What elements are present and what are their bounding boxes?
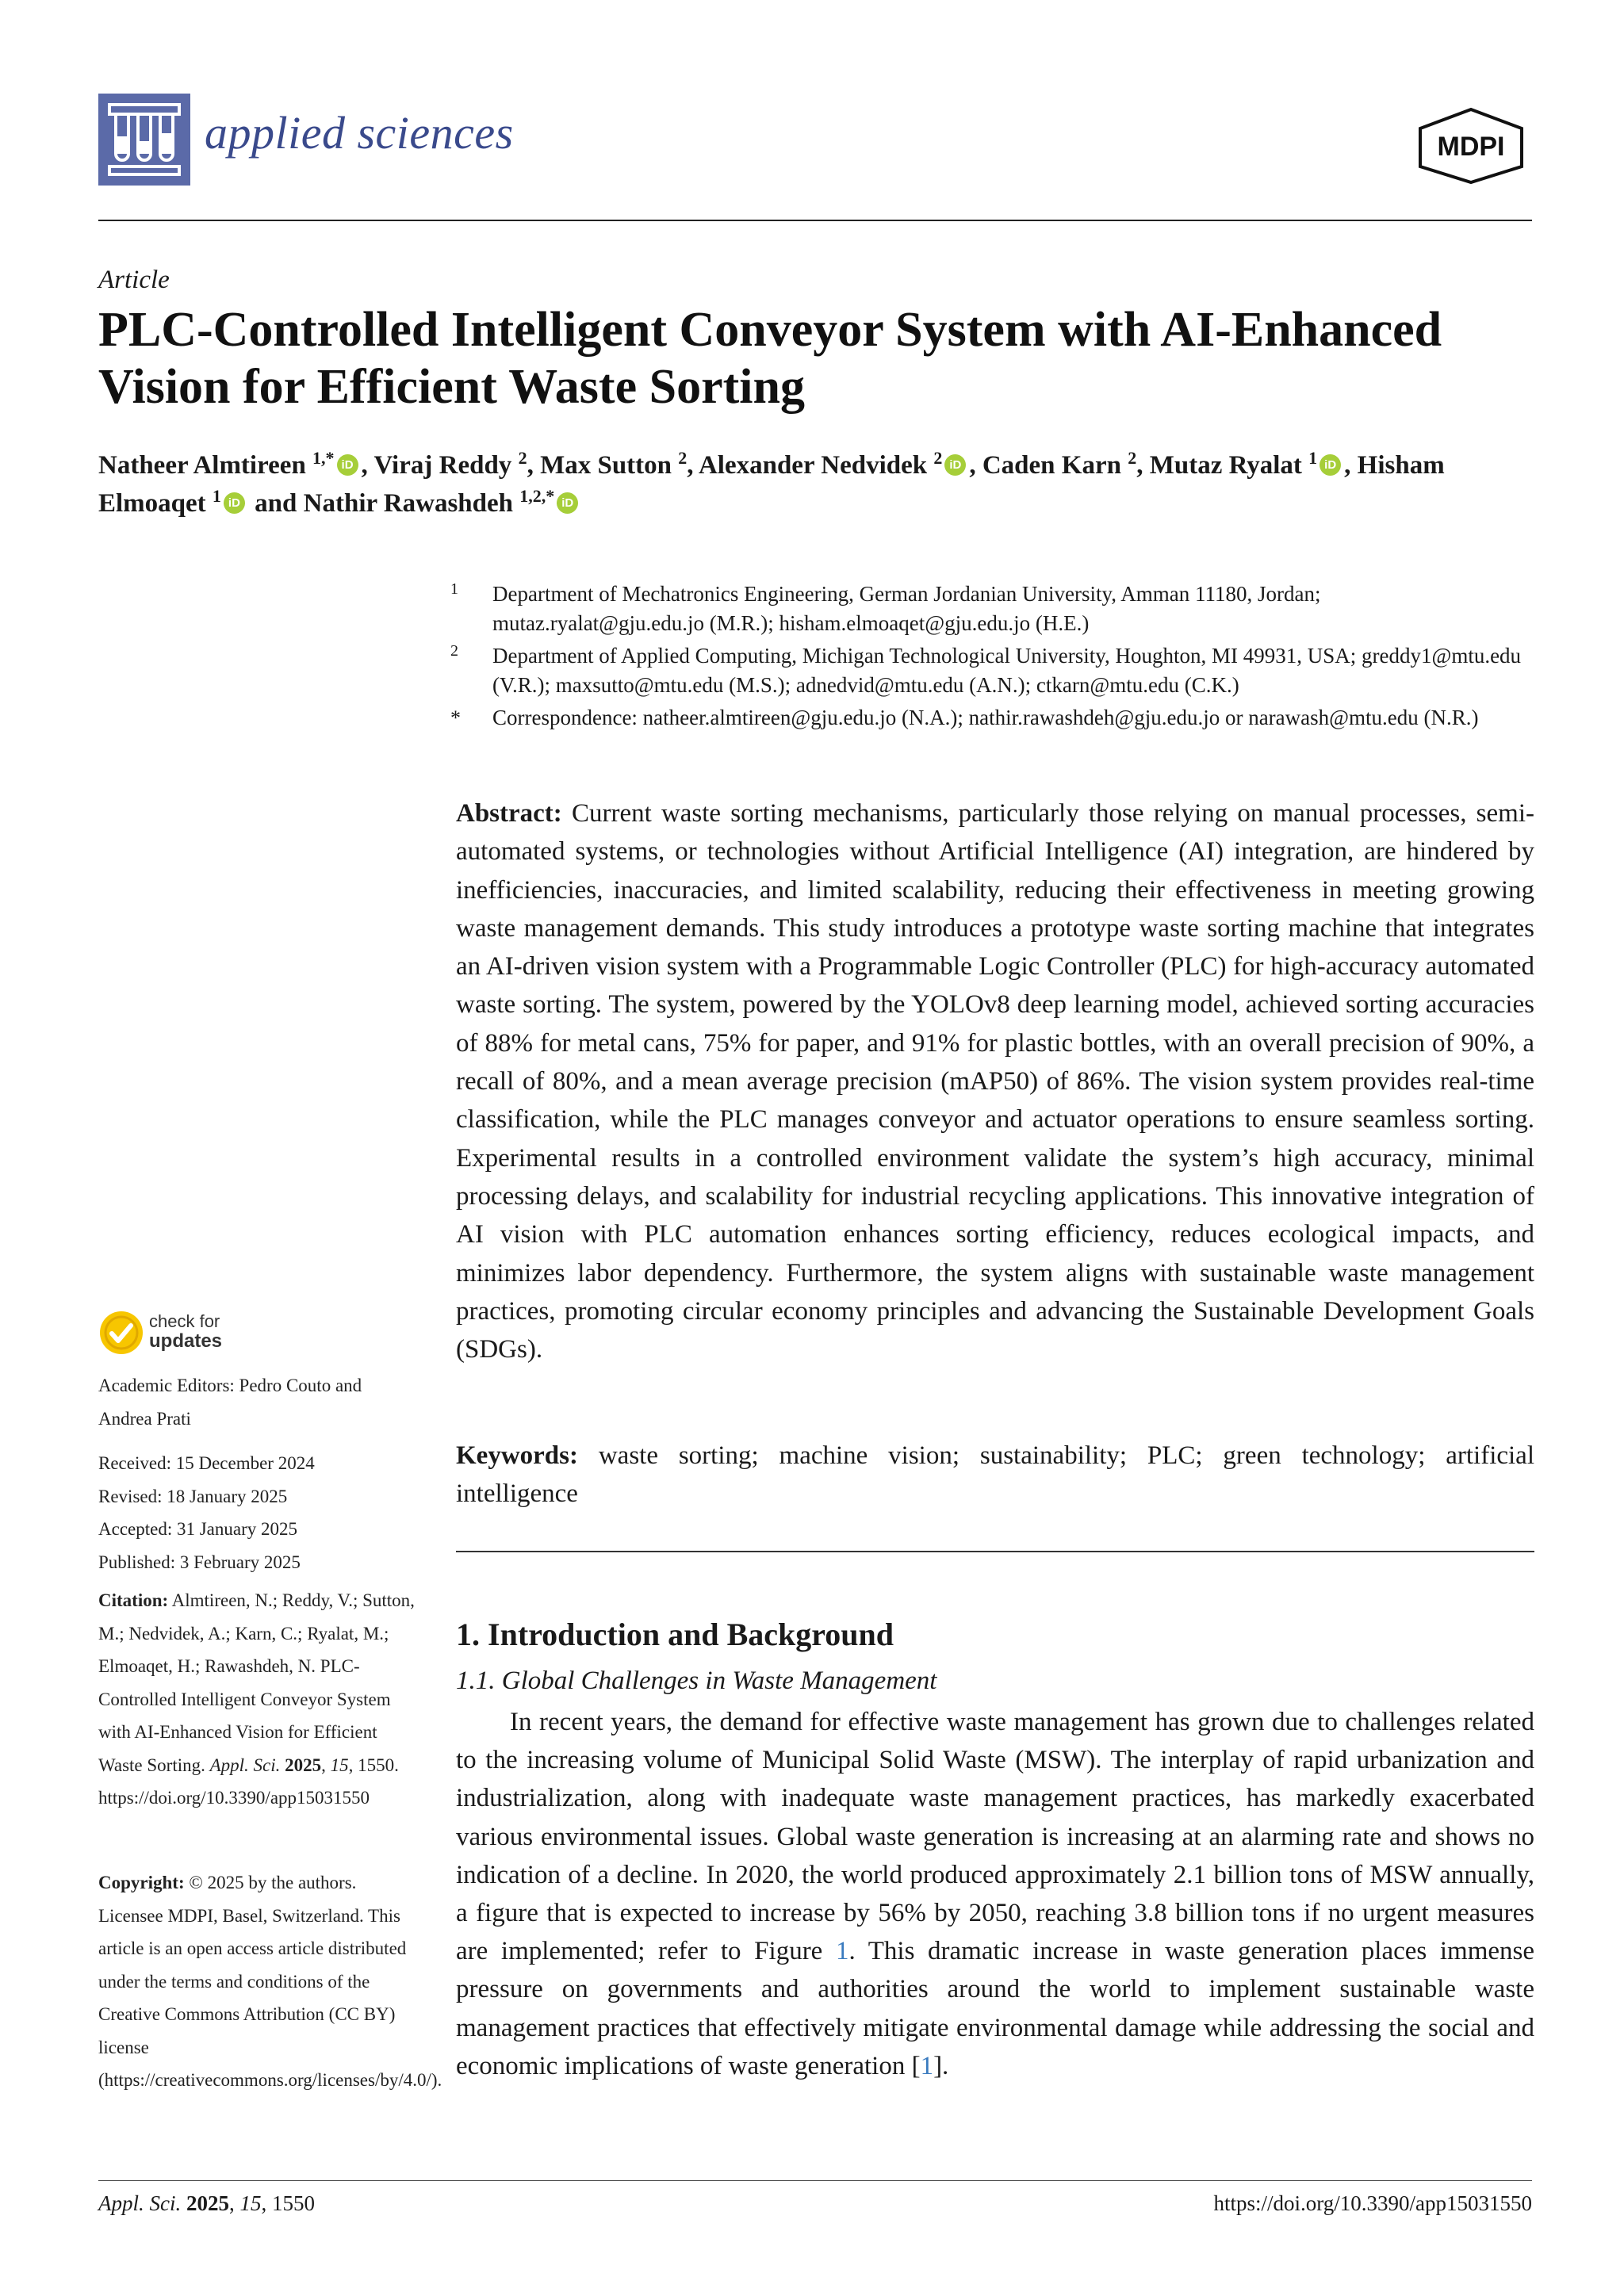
affiliation-mark: 2 xyxy=(450,642,458,660)
orcid-icon[interactable]: iD xyxy=(557,492,578,514)
citation-ref-link[interactable]: 1 xyxy=(920,2051,934,2080)
check-for-updates-button[interactable] xyxy=(98,1310,289,1360)
orcid-icon[interactable]: iD xyxy=(1320,454,1341,476)
footer-article-number: , 1550 xyxy=(261,2191,315,2215)
copyright-block xyxy=(98,1866,442,2097)
citation-volume: 15 xyxy=(330,1755,349,1775)
citation-journal: Appl. Sci. xyxy=(209,1755,281,1775)
author-separator: , xyxy=(687,451,699,480)
citation-label: Citation: xyxy=(98,1590,169,1610)
author-affiliation-sup: 2 xyxy=(1128,448,1137,468)
footer-doi-link[interactable]: https://doi.org/10.3390/app15031550 xyxy=(1213,2191,1532,2215)
section-divider xyxy=(456,1551,1534,1552)
copyright-label: Copyright: xyxy=(98,1873,185,1892)
check-updates-text xyxy=(149,1311,222,1351)
article-type: Article xyxy=(98,266,170,294)
orcid-icon[interactable]: iD xyxy=(337,454,358,476)
affiliation-1 xyxy=(450,580,1537,638)
author-name: Alexander Nedvidek xyxy=(698,451,928,480)
footer-volume: 15 xyxy=(239,2191,262,2215)
journal-name: applied sciences xyxy=(205,107,514,159)
affiliation-text: Department of Mechatronics Engineering, German Jordanian University, Amman 11180, Jordan; mutaz.ryalat@gju.edu.jo (M.R.); hisham.elmoaqet@gju.edu.jo (H.E.) xyxy=(492,582,1321,635)
affiliation-mark: 1 xyxy=(450,580,458,598)
copyright-text: © 2025 by the authors. Licensee MDPI, Basel, Switzerland. This article is an open access article distributed under the terms and conditions of the Creative Commons Attribution (CC BY) license (https://creativecommons.org/licenses/by/4.0/). xyxy=(98,1873,442,2090)
subsection-heading: 1.1. Global Challenges in Waste Management xyxy=(456,1667,937,1695)
author-name: Viraj Reddy xyxy=(373,451,512,480)
author-separator: , xyxy=(361,451,374,480)
abstract-text: Current waste sorting mechanisms, particularly those relying on manual processes, semi-automated systems, or technologies without Artificial Intelligence (AI) integration, are hindered by inefficiencies, inaccuracies, and limited scalability, reducing their effectiveness in meeting growing waste management demands. This study introduces a prototype waste sorting machine that integrates an AI-driven vision system with a Programmable Logic Controller (PLC) for high-accuracy automated waste sorting. The system, powered by the YOLOv8 deep learning model, achieved sorting accuracies of 88% for metal cans, 75% for paper, and 91% for plastic bottles, with an overall precision of 90%, a recall of 80%, and a mean average precision (mAP50) of 86%. The vision system provides real-time classification, while the PLC manages conveyor and actuator operations to ensure seamless sorting. Experimental results in a controlled environment validate the system’s high accuracy, minimal processing delays, and scalability for industrial recycling applications. This innovative integration of AI vision with PLC automation enhances sorting efficiency, reduces ecological impacts, and minimizes labor dependency. Furthermore, the system aligns with sustainable waste management practices, promoting circular economy principles and advancing the Sustainable Development Goals (SDGs). xyxy=(456,799,1534,1364)
check-updates-line1: check for xyxy=(149,1311,220,1331)
affiliations xyxy=(450,580,1537,736)
footer-year: 2025 xyxy=(186,2191,229,2215)
orcid-icon[interactable]: iD xyxy=(224,492,245,514)
author-name: Caden Karn xyxy=(982,451,1121,480)
author-affiliation-sup: 1,2,* xyxy=(519,486,555,506)
author-name: Nathir Rawashdeh xyxy=(303,489,513,518)
citation-block: Citation: Almtireen, N.; Reddy, V.; Sutton, M.; Nedvidek, A.; Karn, C.; Ryalat, M.; Elmoaqet, H.; Rawashdeh, N. PLC-Controlled Intelligent Conveyor System with AI-Enhanced Vision for Efficient Waste Sorting. Appl. Sci. 2025, 15, 1550. https://doi.org/10.3390/app15031550 xyxy=(98,1590,415,1808)
author-name: Mutaz Ryalat xyxy=(1149,451,1302,480)
check-badge-icon xyxy=(98,1310,144,1356)
abstract xyxy=(456,794,1534,1368)
publisher-name: MDPI xyxy=(1437,132,1505,162)
orcid-icon[interactable]: iD xyxy=(944,454,966,476)
intro-text-2: . This dramatic increase in waste generation places immense pressure on governments and authorities around the world to implement sustainable waste management practices that effectively mitigate environmental damage while addressing the social and economic implications of waste generation [ xyxy=(456,1937,1534,2080)
academic-editors: Academic Editors: Pedro Couto and Andrea Prati xyxy=(98,1376,362,1429)
intro-paragraph xyxy=(456,1703,1534,2085)
citation-doi[interactable]: , 1550. https://doi.org/10.3390/app15031550 xyxy=(98,1755,399,1808)
correspondence xyxy=(450,703,1537,733)
accepted-date: Accepted: 31 January 2025 xyxy=(98,1519,298,1539)
author-separator: , xyxy=(1136,451,1150,480)
footer-citation: Appl. Sci. 2025, 15, 1550 xyxy=(98,2191,315,2215)
author-separator: , xyxy=(527,451,541,480)
intro-text-3: ]. xyxy=(933,2051,949,2080)
author-name: Max Sutton xyxy=(540,451,672,480)
revised-date: Revised: 18 January 2025 xyxy=(98,1486,288,1506)
author-affiliation-sup: 1 xyxy=(212,486,221,506)
check-updates-line2: updates xyxy=(149,1330,223,1352)
correspondence-text: Correspondence: natheer.almtireen@gju.edu.jo (N.A.); nathir.rawashdeh@gju.edu.jo or narawash@mtu.edu (N.R.) xyxy=(492,706,1479,729)
intro-text-1: In recent years, the demand for effective waste management has grown due to challenges related to the increasing volume of Municipal Solid Waste (MSW). The interplay of rapid urbanization and industrialization, along with inadequate waste management practices, has markedly exacerbated various environmental issues. Global waste generation is increasing at an alarming rate and shows no indication of a decline. In 2020, the world produced approximately 2.1 billion tons of MSW annually, a figure that is expected to increase by 56% by 2050, reaching 3.8 billion tons if no urgent measures are implemented; refer to Figure xyxy=(456,1708,1534,1966)
footer-divider xyxy=(98,2180,1532,2181)
author-separator: and xyxy=(247,489,304,518)
article-title: PLC-Controlled Intelligent Conveyor System with AI-Enhanced Vision for Efficient Waste Sorting xyxy=(98,303,1442,414)
received-date: Received: 15 December 2024 xyxy=(98,1453,315,1473)
author-affiliation-sup: 2 xyxy=(518,448,527,468)
published-date: Published: 3 February 2025 xyxy=(98,1552,301,1572)
section-heading: 1. Introduction and Background xyxy=(456,1617,894,1652)
mdpi-logo-icon xyxy=(1411,106,1530,186)
author-name: Natheer Almtireen xyxy=(98,451,306,480)
citation-year: 2025 xyxy=(285,1755,322,1775)
author-affiliation-sup: 2 xyxy=(933,448,943,468)
affiliation-2 xyxy=(450,641,1537,700)
keywords xyxy=(456,1437,1534,1513)
author-affiliation-sup: 1 xyxy=(1308,448,1318,468)
affiliation-text: Department of Applied Computing, Michigan Technological University, Houghton, MI 49931, USA; greddy1@mtu.edu (V.R.); maxsutto@mtu.edu (M.S.); adnedvid@mtu.edu (A.N.); ctkarn@mtu.edu (C.K.) xyxy=(492,644,1522,697)
author-affiliation-sup: 1,* xyxy=(312,448,335,468)
author-list xyxy=(98,446,1534,522)
correspondence-mark: * xyxy=(450,706,461,729)
header-divider xyxy=(98,220,1532,221)
abstract-label: Abstract: xyxy=(456,799,562,828)
citation-text: Almtireen, N.; Reddy, V.; Sutton, M.; Nedvidek, A.; Karn, C.; Ryalat, M.; Elmoaqet, H.; Rawashdeh, N. PLC-Controlled Intelligent Conveyor System with AI-Enhanced Vision for Efficient Waste Sorting. xyxy=(98,1590,415,1775)
author-separator: , xyxy=(1344,451,1358,480)
publication-dates xyxy=(98,1447,416,1578)
footer-journal: Appl. Sci. xyxy=(98,2191,182,2215)
author-affiliation-sup: 2 xyxy=(678,448,688,468)
keywords-label: Keywords: xyxy=(456,1441,578,1470)
keywords-text: waste sorting; machine vision; sustainability; PLC; green technology; artificial intelligence xyxy=(456,1441,1534,1508)
author-name: Hisham Elmoaqet xyxy=(98,451,1445,518)
journal-logo-icon xyxy=(98,94,190,186)
author-separator: , xyxy=(969,451,982,480)
figure-ref-link[interactable]: 1 xyxy=(835,1937,849,1966)
